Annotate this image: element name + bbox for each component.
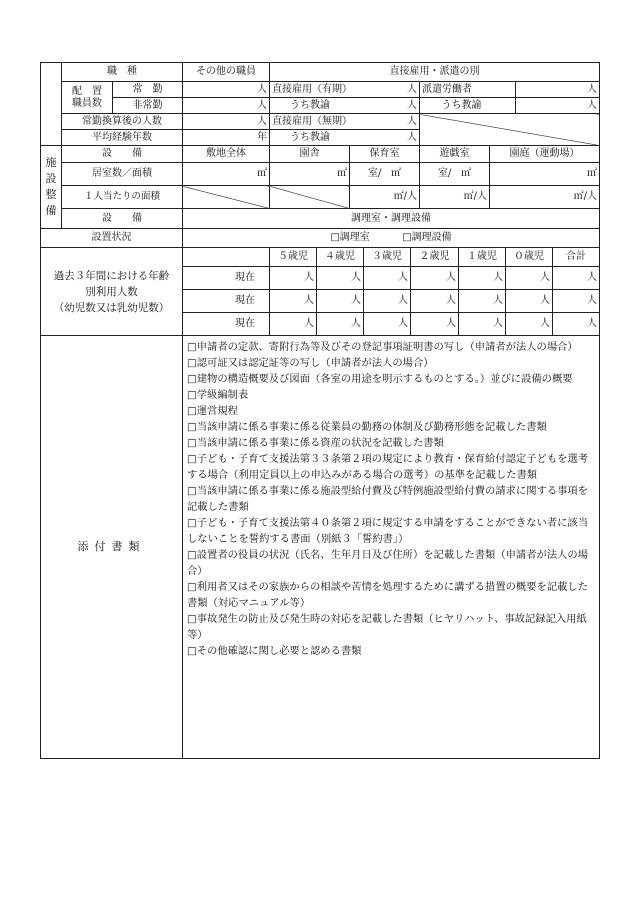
job-type-label: 職 種 <box>62 63 183 82</box>
usage-cell[interactable]: 人 <box>553 290 600 313</box>
usage-cell[interactable]: 人 <box>317 290 364 313</box>
usage-cell[interactable]: 人 <box>270 313 317 336</box>
attachment-item[interactable]: □設置者の役員の状況（氏名、生年月日及び住所）を記載した書類（申請者が法人の場合） <box>187 549 589 577</box>
direct-unlimited-label: 直接雇用（無期） <box>272 115 352 127</box>
attachment-item[interactable]: □学級編制表 <box>187 389 249 401</box>
attachment-item[interactable]: □その他確認に関し必要と認める書類 <box>187 645 362 657</box>
direct-fixed-label: 直接雇用（有期） <box>272 83 352 95</box>
usage-cell[interactable]: 人 <box>506 313 553 336</box>
fulltime-label: 常 勤 <box>113 82 183 98</box>
usage-cell[interactable]: 人 <box>364 313 411 336</box>
age-header: ０歳児 <box>506 248 553 267</box>
col-nursery: 保育室 <box>350 146 420 163</box>
parttime-label: 非常勤 <box>113 98 183 114</box>
attachments-table <box>40 335 600 759</box>
avg-exp-label: 平均経験年数 <box>62 130 183 146</box>
age-header: ５歳児 <box>270 248 317 267</box>
attachment-item[interactable]: □建物の構造概要及び図面（各室の用途を明示するものとする。）並びに設備の概要 <box>187 373 573 385</box>
attachment-item[interactable]: □申請者の定款、寄附行為等及びその登記事項証明書の写し（申請者が法人の場合） <box>187 341 578 353</box>
usage-label-line2: 別利用人数 <box>85 285 138 298</box>
usage-table <box>40 247 600 336</box>
attachment-item[interactable]: □運営規程 <box>187 405 238 417</box>
direct-dispatch-label: 直接雇用・派遣の別 <box>270 63 600 82</box>
attachment-item[interactable]: □利用者又はその家族からの相談や苦情を処理するために講ずる措置の概要を記載した書類（対応マニュアル等） <box>187 581 589 609</box>
room-area-label: 居室数／面積 <box>62 163 183 186</box>
play-m2-unit: ㎡ <box>460 168 471 179</box>
placement-label: 配 置 <box>72 85 102 97</box>
usage-label-line1: 過去３年間における年齢 <box>53 269 170 282</box>
dispatched-label: 派遣労働者 <box>420 82 516 98</box>
direct-fixed-teacher-label: うち教諭 <box>290 99 330 111</box>
usage-row-label: 現在 <box>183 313 270 336</box>
usage-cell[interactable]: 人 <box>270 267 317 290</box>
usage-cell[interactable]: 人 <box>459 267 506 290</box>
dispatched-teacher-cell[interactable] <box>436 98 516 114</box>
per-person-yard-value[interactable]: ㎡/人 <box>490 186 600 209</box>
per-person-label: １人当たりの面積 <box>62 186 183 209</box>
direct-unlimited-teacher-cell[interactable] <box>270 130 420 146</box>
usage-cell[interactable]: 人 <box>270 290 317 313</box>
kitchen-room-checkbox[interactable]: □調理室 <box>330 232 370 243</box>
avg-exp-value[interactable]: 年 <box>183 130 270 146</box>
col-site: 敷地全体 <box>183 146 270 163</box>
site-area-value[interactable]: ㎡ <box>183 163 270 186</box>
facility-section-label <box>41 146 62 229</box>
fulltime-other-value[interactable]: 人 <box>183 82 270 98</box>
fte-label: 常勤換算後の人数 <box>62 114 183 130</box>
equipment-label-2: 設 備 <box>62 209 183 229</box>
staff-count-label: 職員数 <box>72 97 102 109</box>
parttime-other-value[interactable]: 人 <box>183 98 270 114</box>
usage-cell[interactable]: 人 <box>411 290 459 313</box>
equipment-header: 設 備 <box>62 146 183 163</box>
yard-area-value[interactable]: ㎡ <box>490 163 600 186</box>
direct-unlimited-teacher-unit: 人 <box>407 131 417 143</box>
attachment-item[interactable]: □当該申請に係る事業に係る施設型給付費及び特例施設型給付費の請求に関する事項を記載した書類 <box>187 485 589 513</box>
direct-fixed-teacher-unit: 人 <box>407 99 417 111</box>
direct-unlimited-unit: 人 <box>407 115 417 127</box>
nursery-room-unit: 室/ <box>368 168 382 179</box>
usage-row-label: 現在 <box>183 290 270 313</box>
usage-cell[interactable]: 人 <box>364 290 411 313</box>
attachments-label-text: 添付書類 <box>77 540 146 553</box>
usage-cell[interactable]: 人 <box>317 267 364 290</box>
attachment-item[interactable]: □子ども・子育て支援法第３３条第２項の規定により教育・保育給付認定子どもを選考する場合（利用定員以上の申込みがある場合の選考）の基準を記載した書類 <box>187 453 589 481</box>
dispatched-teacher-label: うち教諭 <box>441 99 482 111</box>
install-status-label: 設置状況 <box>41 229 183 248</box>
building-area-value[interactable]: ㎡ <box>270 163 350 186</box>
usage-cell[interactable]: 人 <box>411 313 459 336</box>
staff-table <box>40 62 600 146</box>
col-building: 園舎 <box>270 146 350 163</box>
usage-cell[interactable]: 人 <box>364 267 411 290</box>
usage-row-label: 現在 <box>183 267 270 290</box>
nursery-area-value[interactable] <box>350 163 420 186</box>
direct-unlimited-teacher-label: うち教諭 <box>290 131 330 143</box>
usage-cell[interactable]: 人 <box>553 267 600 290</box>
age-header: １歳児 <box>459 248 506 267</box>
usage-cell[interactable]: 人 <box>553 313 600 336</box>
attachment-item[interactable]: □当該申請に係る事業に係る資産の状況を記載した書類 <box>187 437 444 449</box>
usage-cell[interactable]: 人 <box>411 267 459 290</box>
usage-label <box>41 248 183 336</box>
placement-staff-label <box>62 82 113 114</box>
col-play: 遊戯室 <box>420 146 490 163</box>
application-form <box>40 62 599 759</box>
attachments-list <box>183 336 600 759</box>
age-header-total: 合計 <box>553 248 600 267</box>
per-person-building-blank <box>270 186 350 209</box>
age-header: ２歳児 <box>411 248 459 267</box>
diagonal-blank-cell <box>420 114 600 146</box>
usage-header-blank <box>183 248 270 267</box>
direct-fixed-teacher-cell[interactable] <box>270 98 420 114</box>
per-person-play-value[interactable]: ㎡/人 <box>420 186 490 209</box>
attachment-item[interactable]: □事故発生の防止及び発生時の対応を記載した書類（ヒヤリハット、事故記録記入用紙等） <box>187 613 587 641</box>
dispatched-teacher-value[interactable]: 人 <box>516 98 600 114</box>
attachments-label <box>41 336 183 759</box>
dispatched-teacher-spacer <box>420 98 436 114</box>
age-header: ３歳児 <box>364 248 411 267</box>
attachment-item[interactable]: □当該申請に係る事業に係る従業員の勤務の体制及び勤務形態を記載した書類 <box>187 421 547 433</box>
usage-cell[interactable]: 人 <box>506 267 553 290</box>
install-status-options <box>183 229 600 248</box>
attachment-item[interactable]: □子ども・子育て支援法第４０条第２項に規定する申請をすることができない者に該当しないことを誓約する書面（別紙３「誓約書」） <box>187 517 589 545</box>
staff-blank-cell <box>41 63 62 146</box>
per-person-nursery-value[interactable]: ㎡/人 <box>350 186 420 209</box>
attachment-item[interactable]: □認可証又は認定証等の写し（申請者が法人の場合） <box>187 357 434 369</box>
direct-unlimited-cell[interactable] <box>270 114 420 130</box>
col-yard: 園庭（運動場） <box>490 146 600 163</box>
usage-label-line3: （幼児数又は乳幼児数） <box>53 301 170 314</box>
other-staff-label: その他の職員 <box>183 63 270 82</box>
per-person-site-blank <box>183 186 270 209</box>
fte-value[interactable]: 人 <box>183 114 270 130</box>
usage-cell[interactable]: 人 <box>506 290 553 313</box>
kitchen-equip-checkbox[interactable]: □調理設備 <box>402 232 452 243</box>
facility-section-text: 施設整備 <box>45 156 57 217</box>
kitchen-title: 調理室・調理設備 <box>183 209 600 229</box>
usage-cell[interactable]: 人 <box>317 313 364 336</box>
direct-fixed-unit: 人 <box>407 83 417 95</box>
dispatched-value[interactable]: 人 <box>516 82 600 98</box>
play-area-value[interactable] <box>420 163 490 186</box>
age-header: ４歳児 <box>317 248 364 267</box>
direct-fixed-cell[interactable] <box>270 82 420 98</box>
usage-cell[interactable]: 人 <box>459 290 506 313</box>
nursery-m2-unit: ㎡ <box>390 168 401 179</box>
play-room-unit: 室/ <box>438 168 452 179</box>
facility-table <box>40 145 600 248</box>
usage-cell[interactable]: 人 <box>459 313 506 336</box>
